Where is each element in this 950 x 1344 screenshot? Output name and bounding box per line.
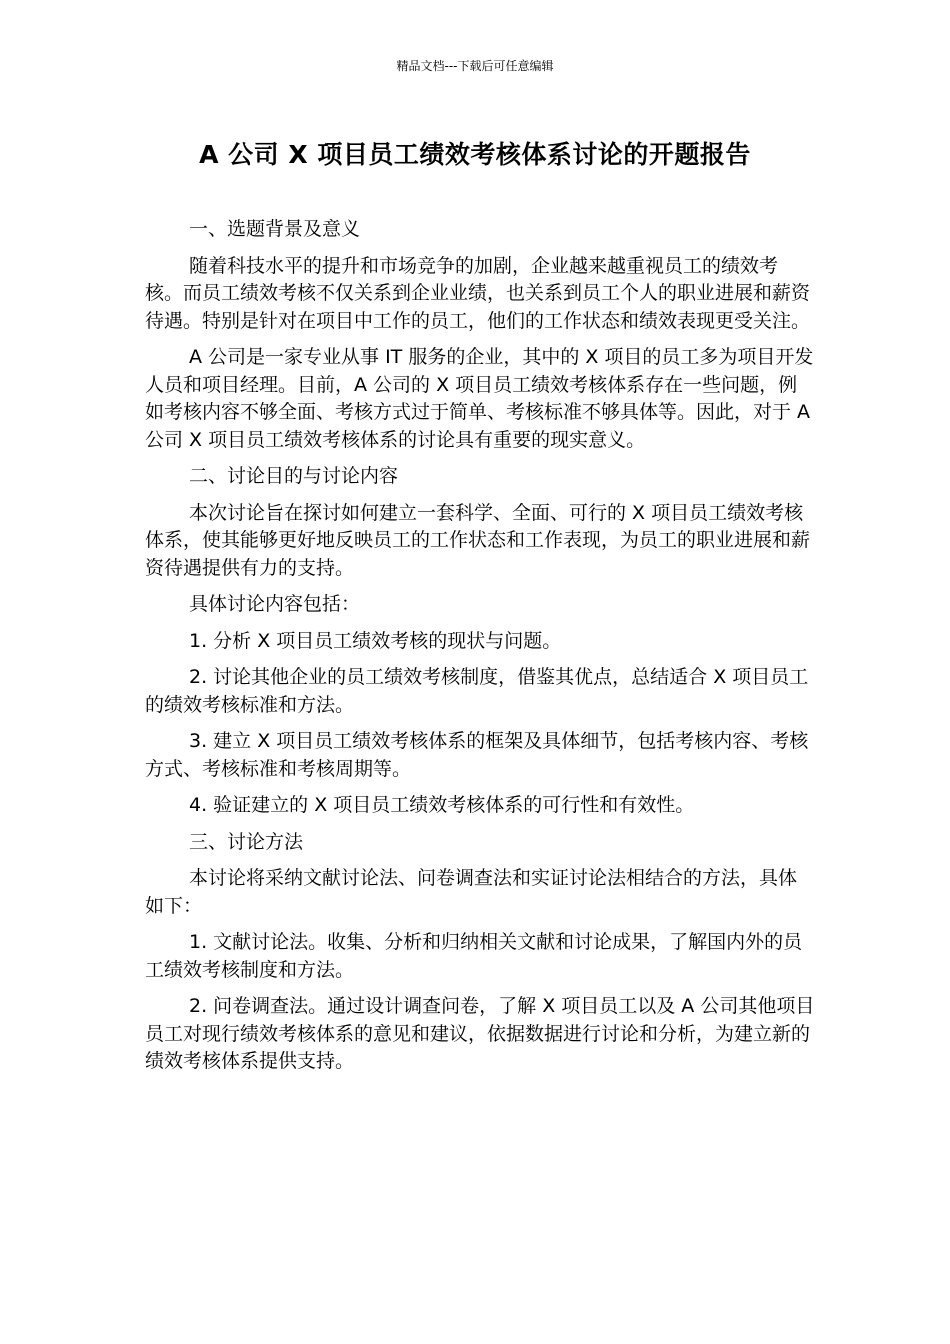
section-heading-background: 一、选题背景及意义 — [189, 218, 361, 240]
section-heading-methods: 三、讨论方法 — [189, 830, 304, 853]
section-heading-purpose: 二、讨论目的与讨论内容 — [189, 465, 399, 487]
document-title: A 公司 X 项目员工绩效考核体系讨论的开题报告 — [199, 140, 751, 169]
list-item: 3. 建立 X 项目员工绩效考核体系的框架及具体细节，包括考核内容、考核方式、考核标准和考核周期等。 — [145, 730, 809, 780]
list-item: 1. 文献讨论法。收集、分析和归纳相关文献和讨论成果，了解国内外的员工绩效考核制度和方法。 — [145, 931, 803, 981]
body-paragraph: A 公司是一家专业从事 IT 服务的企业，其中的 X 项目的员工多为项目开发人员和项目经理。目前，A 公司的 X 项目员工绩效考核体系存在一些问题，例如考核内容不够全面、考核方式过于简单、考核标准不够具体等。因此，对于 A 公司 X 项目员工绩效考核体系的讨论具有重要的现实意义。 — [145, 346, 814, 451]
body-paragraph: 具体讨论内容包括： — [189, 593, 361, 615]
body-paragraph: 随着科技水平的提升和市场竞争的加剧，企业越来越重视员工的绩效考核。而员工绩效考核不仅关系到企业业绩，也关系到员工个人的职业进展和薪资待遇。特别是针对在项目中工作的员工，他们的工作状态和绩效表现更受关注。 — [145, 254, 811, 332]
list-item: 2. 问卷调查法。通过设计调查问卷，了解 X 项目员工以及 A 公司其他项目员工对现行绩效考核体系的意见和建议，依据数据进行讨论和分析，为建立新的绩效考核体系提供支持。 — [145, 995, 815, 1072]
body-paragraph: 本讨论将采纳文献讨论法、问卷调查法和实证讨论法相结合的方法，具体如下： — [145, 867, 798, 917]
list-item: 2. 讨论其他企业的员工绩效考核制度，借鉴其优点，总结适合 X 项目员工的绩效考核标准和方法。 — [145, 666, 809, 716]
body-paragraph: 本次讨论旨在探讨如何建立一套科学、全面、可行的 X 项目员工绩效考核体系，使其能够更好地反映员工的工作状态和工作表现，为员工的职业进展和薪资待遇提供有力的支持。 — [145, 501, 811, 579]
list-item: 4. 验证建立的 X 项目员工绩效考核体系的可行性和有效性。 — [189, 794, 695, 816]
document-body — [145, 216, 815, 1085]
list-item: 1. 分析 X 项目员工绩效考核的现状与问题。 — [189, 629, 562, 652]
running-header: 精品文档---下载后可任意编辑 — [396, 59, 554, 73]
